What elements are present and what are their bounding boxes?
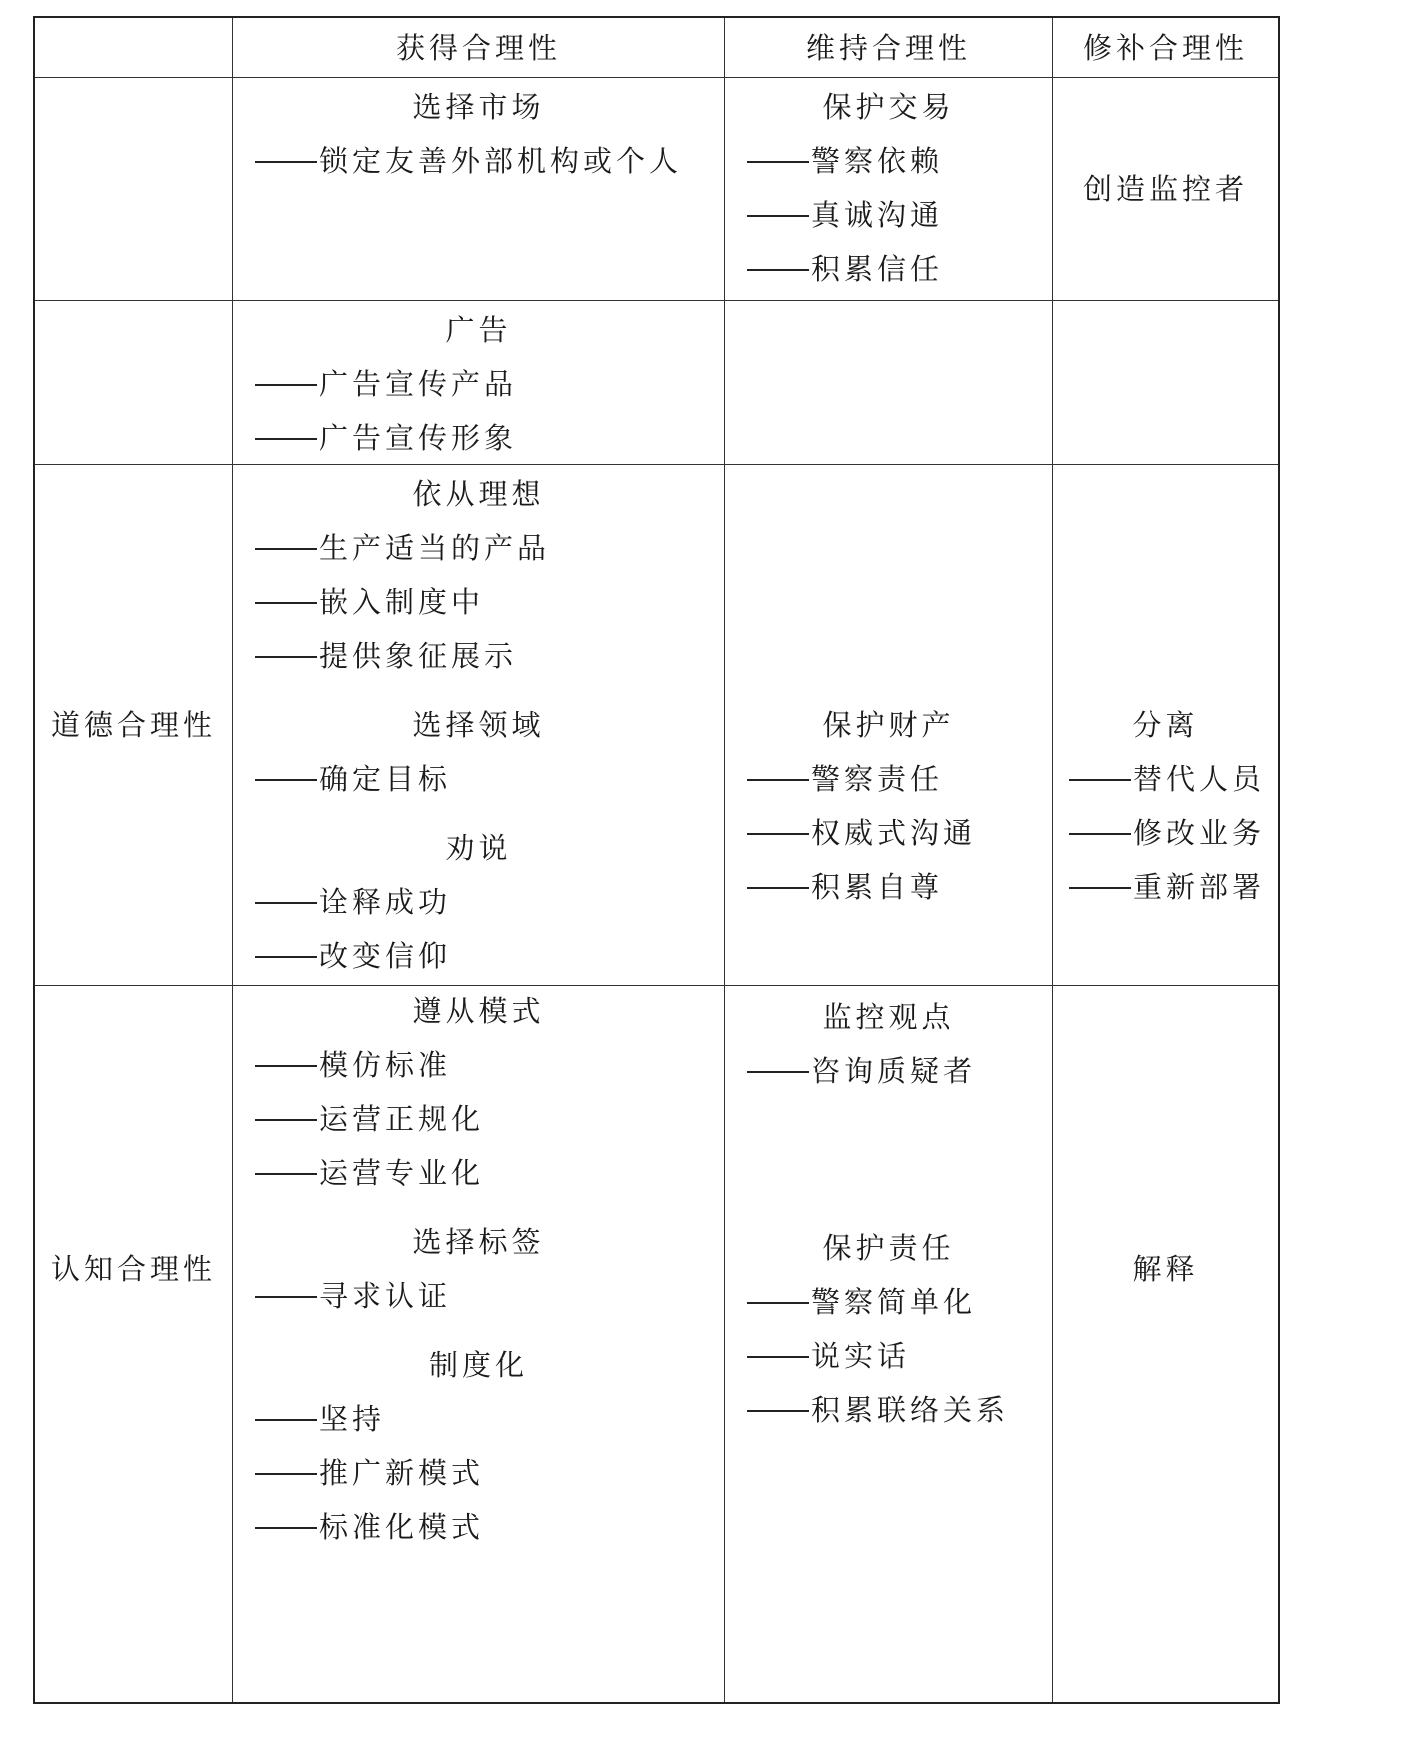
group-heading: 制度化 <box>428 1348 528 1382</box>
list-item: 咨询质疑者 <box>747 1054 976 1088</box>
list-item: 替代人员 <box>1069 762 1265 796</box>
list-item: 确定目标 <box>255 762 451 796</box>
list-item: 寻求认证 <box>255 1279 451 1313</box>
group-heading: 监控观点 <box>822 1000 955 1034</box>
list-item: 真诚沟通 <box>747 198 943 232</box>
list-item: 推广新模式 <box>255 1456 484 1490</box>
list-item: 嵌入制度中 <box>255 585 484 619</box>
header-repair: 修补合理性 <box>1082 31 1248 65</box>
row-3 <box>35 465 1278 986</box>
row-1 <box>35 78 1278 301</box>
row4-maintain-cell <box>725 986 1053 1702</box>
list-item: 生产适当的产品 <box>255 531 550 565</box>
dash-mark <box>747 1302 809 1304</box>
dash-mark <box>1069 833 1131 835</box>
list-item: 警察简单化 <box>747 1285 976 1319</box>
row-label: 认知合理性 <box>50 1252 216 1286</box>
group-heading: 选择市场 <box>412 90 545 124</box>
dash-mark <box>255 1119 317 1121</box>
list-item: 锁定友善外部机构或个人 <box>255 144 682 178</box>
dash-mark <box>747 833 809 835</box>
header-cell-repair <box>1053 18 1278 77</box>
row2-repair-cell <box>1053 301 1278 464</box>
list-item: 修改业务 <box>1069 816 1265 850</box>
dash-mark <box>747 1410 809 1412</box>
group-heading: 分离 <box>1132 708 1199 742</box>
row1-label-cell <box>35 78 233 300</box>
dash-mark <box>747 161 809 163</box>
list-item: 积累自尊 <box>747 870 943 904</box>
group-heading: 依从理想 <box>412 477 545 511</box>
group-heading: 创造监控者 <box>1082 172 1248 206</box>
list-item: 警察依赖 <box>747 144 943 178</box>
group-heading: 遵从模式 <box>412 994 545 1028</box>
row1-repair-cell <box>1053 78 1278 300</box>
dash-mark <box>255 1419 317 1421</box>
list-item: 诠释成功 <box>255 885 451 919</box>
dash-mark <box>255 779 317 781</box>
dash-mark <box>255 1473 317 1475</box>
group-heading: 选择标签 <box>412 1225 545 1259</box>
dash-mark <box>255 161 317 163</box>
header-cell-empty <box>35 18 233 77</box>
row-4 <box>35 986 1278 1702</box>
dash-mark <box>747 269 809 271</box>
list-item: 运营正规化 <box>255 1102 484 1136</box>
dash-mark <box>747 779 809 781</box>
list-item: 广告宣传形象 <box>255 421 517 455</box>
row4-repair-cell <box>1053 986 1278 1702</box>
row3-gain-cell <box>233 465 725 985</box>
dash-mark <box>1069 887 1131 889</box>
row3-repair-cell <box>1053 465 1278 985</box>
list-item: 提供象征展示 <box>255 639 517 673</box>
list-item: 坚持 <box>255 1402 385 1436</box>
list-item: 模仿标准 <box>255 1048 451 1082</box>
header-maintain: 维持合理性 <box>805 31 971 65</box>
dash-mark <box>255 1527 317 1529</box>
dash-mark <box>1069 779 1131 781</box>
dash-mark <box>255 1065 317 1067</box>
row1-maintain-cell <box>725 78 1053 300</box>
header-row <box>35 18 1278 78</box>
list-item: 积累联络关系 <box>747 1393 1009 1427</box>
group-heading: 保护责任 <box>822 1231 955 1265</box>
list-item: 改变信仰 <box>255 939 451 973</box>
row-2 <box>35 301 1278 465</box>
header-cell-maintain <box>725 18 1053 77</box>
dash-mark <box>747 887 809 889</box>
header-gain: 获得合理性 <box>395 31 561 65</box>
header-cell-gain <box>233 18 725 77</box>
group-heading: 广告 <box>445 313 512 347</box>
dash-mark <box>255 438 317 440</box>
dash-mark <box>255 1296 317 1298</box>
list-item: 重新部署 <box>1069 870 1265 904</box>
row2-gain-cell <box>233 301 725 464</box>
legitimacy-table <box>33 16 1280 1704</box>
dash-mark <box>255 548 317 550</box>
row2-maintain-cell <box>725 301 1053 464</box>
row2-label-cell <box>35 301 233 464</box>
dash-mark <box>255 1173 317 1175</box>
dash-mark <box>747 1356 809 1358</box>
group-heading: 解释 <box>1132 1252 1199 1286</box>
row1-gain-cell <box>233 78 725 300</box>
row3-label-cell <box>35 465 233 985</box>
group-heading: 劝说 <box>445 831 512 865</box>
row3-maintain-cell <box>725 465 1053 985</box>
list-item: 警察责任 <box>747 762 943 796</box>
dash-mark <box>747 215 809 217</box>
list-item: 运营专业化 <box>255 1156 484 1190</box>
list-item: 说实话 <box>747 1339 910 1373</box>
row4-label-cell <box>35 986 233 1702</box>
group-heading: 保护交易 <box>822 90 955 124</box>
dash-mark <box>747 1071 809 1073</box>
list-item: 权威式沟通 <box>747 816 976 850</box>
dash-mark <box>255 956 317 958</box>
row-label: 道德合理性 <box>50 708 216 742</box>
list-item: 广告宣传产品 <box>255 367 517 401</box>
list-item: 标准化模式 <box>255 1510 484 1544</box>
dash-mark <box>255 384 317 386</box>
list-item: 积累信任 <box>747 252 943 286</box>
dash-mark <box>255 656 317 658</box>
group-heading: 选择领域 <box>412 708 545 742</box>
dash-mark <box>255 902 317 904</box>
row4-gain-cell <box>233 986 725 1702</box>
dash-mark <box>255 602 317 604</box>
group-heading: 保护财产 <box>822 708 955 742</box>
